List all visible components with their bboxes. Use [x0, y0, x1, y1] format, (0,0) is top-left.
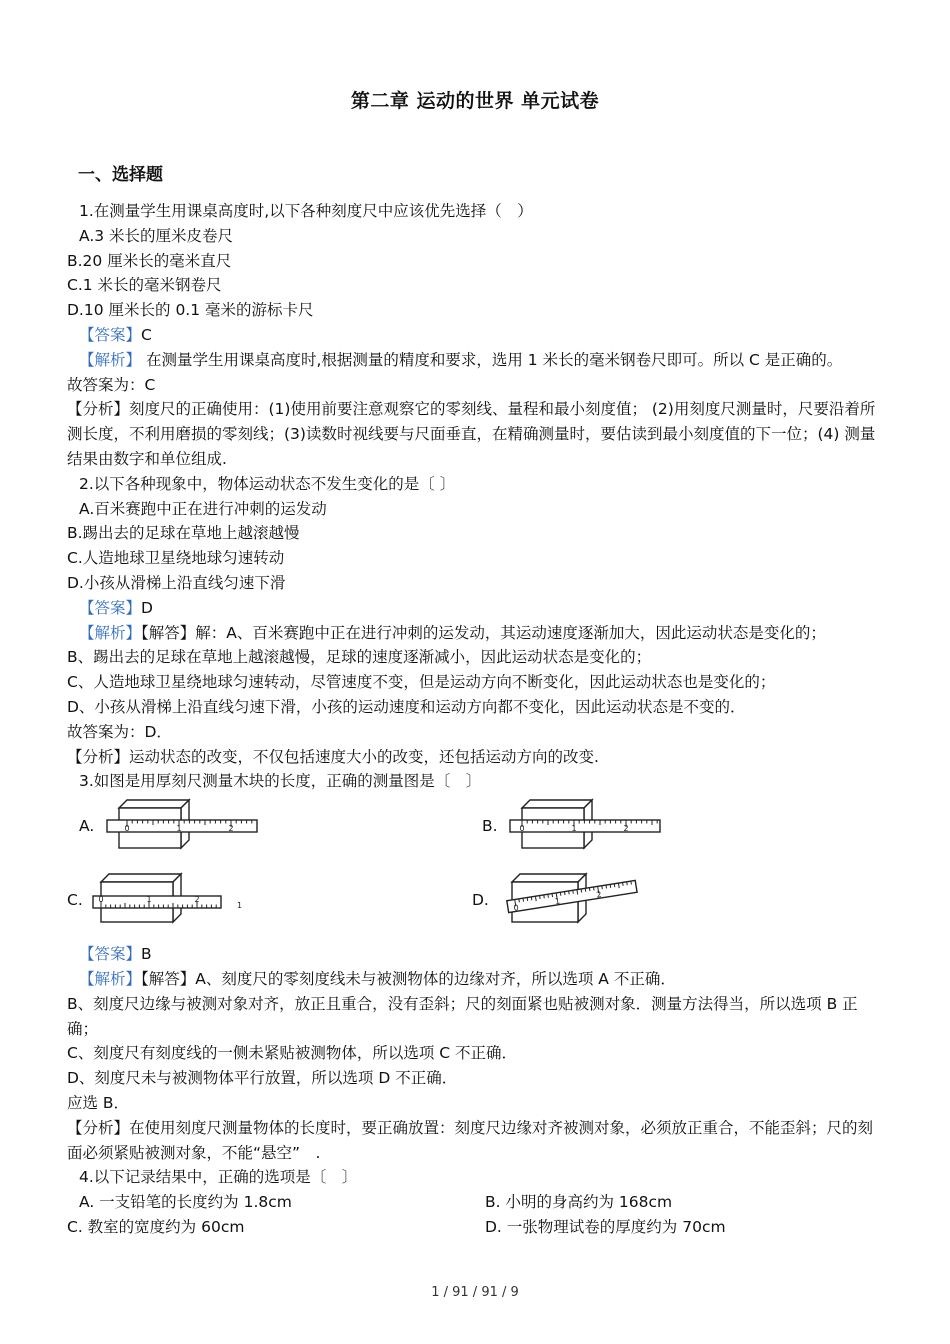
q1-option-c: C.1 米长的毫米钢卷尺 [67, 276, 222, 295]
q3-figure-a [79, 794, 269, 858]
svg-text:0: 0 [98, 895, 104, 905]
q3-line-d: D、刻度尺未与被测物体平行放置，所以选项 D 不正确． [67, 1069, 458, 1088]
q4-options-row-1 [67, 1190, 885, 1215]
q2-fenxi: 【分析】运动状态的改变，不仅包括速度大小的改变，还包括运动方向的改变. [67, 747, 599, 766]
q3-figure-b [482, 794, 672, 858]
q3-figure-d [472, 868, 662, 932]
q3-fenxi: 【分析】在使用刻度尺测量物体的长度时，要正确放置：刻度尺边缘对齐被测对象，必须放正重合，不能歪斜；尺的刻面必须紧贴被测对象，不能“悬空” . [67, 1118, 874, 1162]
svg-text:1: 1 [176, 824, 182, 834]
q2-option-d: D.小孩从滑梯上沿直线匀速下滑 [67, 573, 286, 592]
q1-option-a: A.3 米长的厘米皮卷尺 [79, 226, 234, 245]
q3-analysis [67, 967, 885, 992]
q1-fenxi: 【分析】刻度尺的正确使用：(1)使用前要注意观察它的零刻线、量程和最小刻度值； (2)用刻度尺测量时，尺要沿着所测长度，不利用磨损的零刻线；(3)读数时视线要与尺面垂直，在精确测量时，要估读到最小刻度值的下一位；(4) 测量结果由数字和单位组成. [67, 400, 876, 468]
analysis-tag: 【解析】 [79, 350, 142, 369]
svg-text:2: 2 [228, 824, 234, 834]
q3-analysis-text: 【解答】A、刻度尺的零刻度线未与被测物体的边缘对齐，所以选项 A 不正确． [141, 969, 676, 988]
ruler-diagram-b [502, 794, 672, 858]
q3-figure-row-1 [67, 794, 885, 868]
q4-stem: 4.以下记录结果中，正确的选项是〔 〕 [79, 1168, 358, 1187]
q3-conclusion: 应选 B． [67, 1093, 130, 1112]
figure-label: D. [472, 891, 489, 910]
q1-answer-value: C [141, 325, 152, 344]
page-title: 第二章 运动的世界 单元试卷 [350, 90, 600, 112]
q1-option-b: B.20 厘米长的毫米直尺 [67, 251, 232, 270]
svg-text:0: 0 [512, 903, 520, 913]
q3-figure-row-2 [67, 868, 885, 942]
q1-analysis-text: 在测量学生用课桌高度时,根据测量的精度和要求，选用 1 米长的毫米钢卷尺即可。所以 C 是正确的。 [141, 350, 843, 369]
q1-analysis [67, 348, 885, 373]
q4-option-a: A. 一支铅笔的长度约为 1.8cm [79, 1193, 292, 1212]
q2-option-c: C.人造地球卫星绕地球匀速转动 [67, 549, 285, 568]
svg-text:0: 0 [124, 824, 130, 834]
ruler-diagram-c [87, 868, 257, 932]
svg-text:1: 1 [146, 895, 152, 905]
figure-label: A. [79, 817, 95, 836]
figure-label: C. [67, 891, 83, 910]
page-footer: 1 / 91 / 91 / 9 [431, 1285, 519, 1300]
q2-option-a: A.百米赛跑中正在进行冲刺的运发动 [79, 499, 327, 518]
q3-line-c: C、刻度尺有刻度线的一侧未紧贴被测物体，所以选项 C 不正确． [67, 1044, 518, 1063]
answer-tag: 【答案】 [79, 325, 142, 344]
ruler-diagram-d [492, 868, 662, 932]
svg-text:1: 1 [554, 896, 561, 907]
analysis-tag: 【解析】 [79, 969, 142, 988]
q3-stem: 3.如图是用厚刻尺测量木块的长度，正确的测量图是〔 〕 [79, 772, 482, 791]
ruler-diagram-a [99, 794, 269, 858]
q1-answer [67, 323, 885, 348]
q3-answer [67, 942, 885, 967]
q2-conclusion: 故答案为：D． [67, 722, 172, 741]
q2-answer [67, 596, 885, 621]
svg-text:1: 1 [237, 901, 243, 911]
svg-text:2: 2 [595, 890, 603, 900]
answer-tag: 【答案】 [79, 598, 142, 617]
q2-option-b: B.踢出去的足球在草地上越滚越慢 [67, 524, 300, 543]
q2-answer-value: D [141, 598, 153, 617]
section-heading: 一、选择题 [78, 165, 163, 185]
document-body [67, 199, 885, 1240]
q1-option-d: D.10 厘米长的 0.1 毫米的游标卡尺 [67, 301, 314, 320]
q3-figure-c [67, 868, 257, 932]
q2-line-d: D、小孩从滑梯上沿直线匀速下滑，小孩的运动速度和运动方向都不变化，因此运动状态是不变的． [67, 697, 746, 716]
q3-line-b: B、刻度尺边缘与被测对象对齐，放正且重合，没有歪斜；尺的刻面紧也贴被测对象．测量方法得当，所以选项 B 正确； [67, 994, 858, 1038]
q4-option-b: B. 小明的身高约为 168cm [485, 1193, 673, 1212]
q2-analysis [67, 621, 885, 646]
q3-answer-value: B [141, 945, 152, 964]
q2-stem: 2.以下各种现象中，物体运动状态不发生变化的是〔 〕 [79, 474, 456, 493]
q1-stem: 1.在测量学生用课桌高度时,以下各种刻度尺中应该优先选择（ ） [79, 202, 533, 220]
q4-options-row-2 [67, 1215, 885, 1240]
q2-analysis-text: 【解答】解：A、百米赛跑中正在进行冲刺的运发动，其运动速度逐渐加大，因此运动状态是变化的； [141, 623, 826, 642]
q1-conclusion: 故答案为：C [67, 375, 156, 394]
q4-option-c: C. 教室的宽度约为 60cm [67, 1217, 245, 1236]
svg-text:2: 2 [623, 824, 629, 834]
figure-label: B. [482, 817, 498, 836]
q4-option-d: D. 一张物理试卷的厚度约为 70cm [485, 1217, 726, 1236]
q2-line-c: C、人造地球卫星绕地球匀速转动，尽管速度不变，但是运动方向不断变化，因此运动状态也是变化的； [67, 673, 776, 692]
q2-line-b: B、踢出去的足球在草地上越滚越慢，足球的速度逐渐减小，因此运动状态是变化的； [67, 648, 652, 667]
svg-text:1: 1 [571, 824, 577, 834]
svg-text:0: 0 [519, 824, 525, 834]
answer-tag: 【答案】 [79, 945, 142, 964]
svg-text:2: 2 [194, 895, 200, 905]
analysis-tag: 【解析】 [79, 623, 142, 642]
